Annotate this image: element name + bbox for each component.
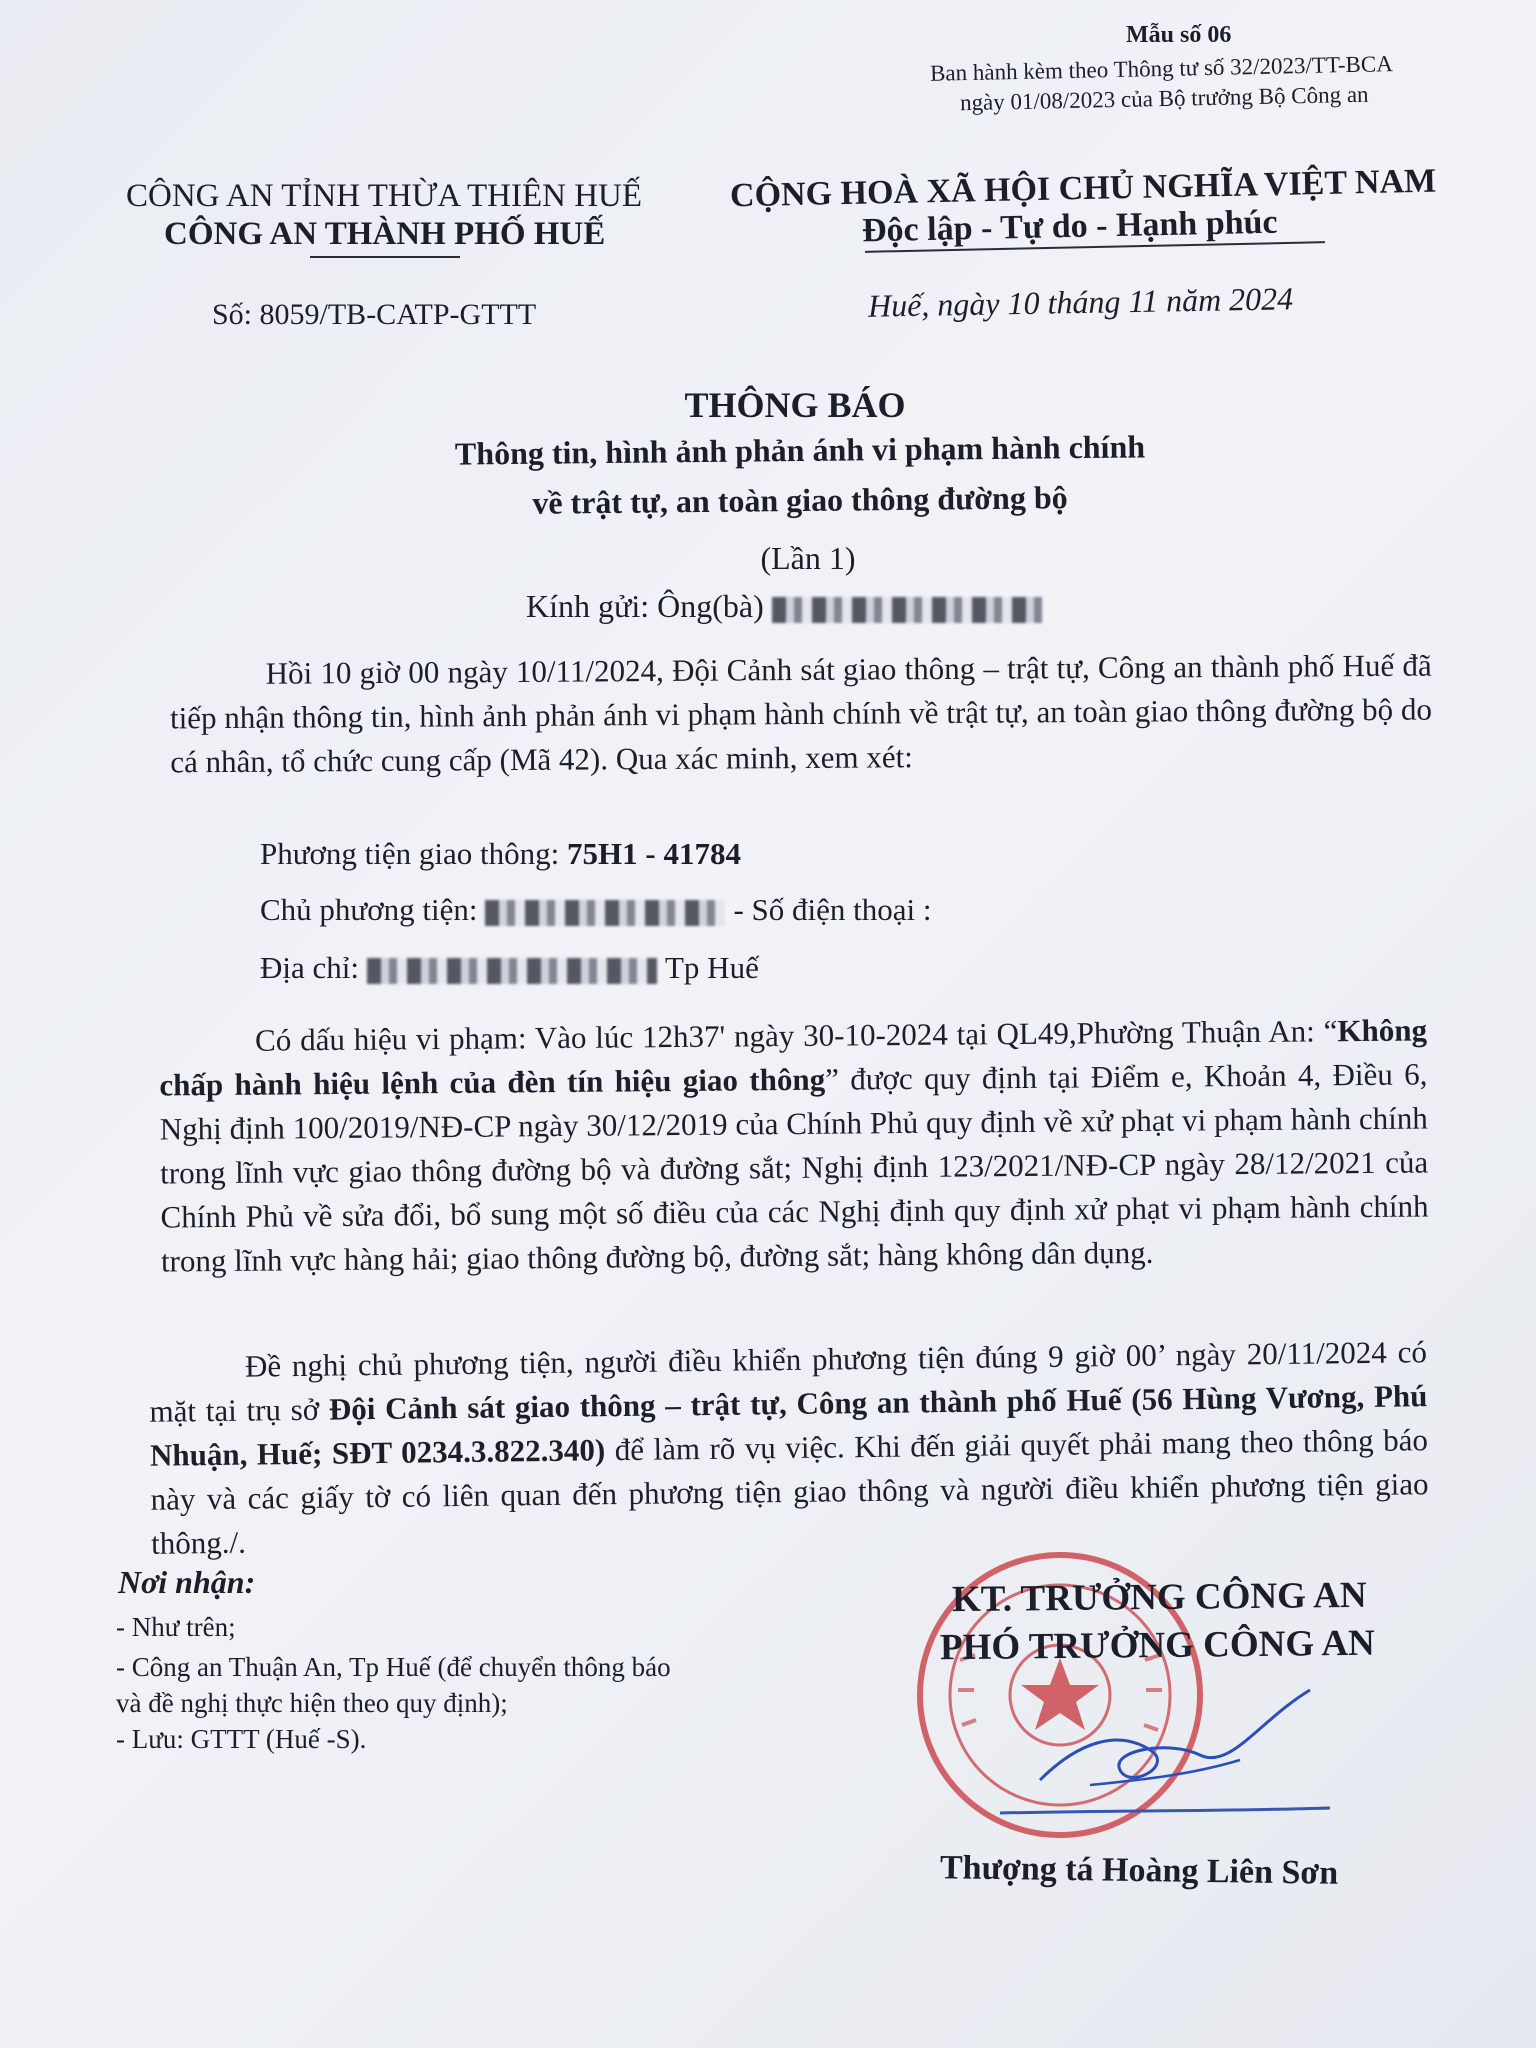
- national-motto: Độc lập - Tự do - Hạnh phúc: [861, 203, 1278, 250]
- address-city: Tp Huế: [665, 950, 759, 985]
- paragraph-violation: [159, 1008, 1429, 1283]
- signature-title-2: PHÓ TRƯỞNG CÔNG AN: [939, 1622, 1375, 1669]
- recipient-item: và đề nghị thực hiện theo quy định);: [116, 1688, 508, 1718]
- vehicle-plate: 75H1 - 41784: [567, 836, 741, 871]
- redacted-name: [772, 597, 1042, 623]
- vehicle-label: Phương tiện giao thông:: [260, 836, 568, 871]
- issued-with: Ban hành kèm theo Thông tư số 32/2023/TT-BCA: [929, 51, 1394, 86]
- salutation: [526, 588, 1050, 625]
- form-number: Mẫu số 06: [1126, 22, 1232, 48]
- place-date: Huế, ngày 10 tháng 11 năm 2024: [867, 280, 1294, 324]
- document-number: Số: 8059/TB-CATP-GTTT: [212, 298, 537, 331]
- phone-label: - Số điện thoại :: [733, 892, 932, 927]
- redacted-address: [367, 958, 657, 984]
- salutation-label: Kính gửi: Ông(bà): [526, 588, 764, 624]
- address-line: [260, 950, 759, 986]
- document-subtitle-1: Thông tin, hình ảnh phản ánh vi phạm hành chính: [454, 428, 1146, 472]
- paragraph-request: [149, 1330, 1430, 1566]
- signature-title-1: KT. TRƯỞNG CÔNG AN: [951, 1574, 1367, 1621]
- recipients-heading: Nơi nhận:: [118, 1564, 256, 1600]
- notice-round: (Lần 1): [760, 540, 856, 576]
- vehicle-line: [260, 836, 741, 872]
- document-subtitle-2: về trật tự, an toàn giao thông đường bộ: [532, 479, 1068, 521]
- violation-description: Không chấp hành hiệu lệnh của đèn tín hiệu giao thông: [159, 1012, 1428, 1103]
- national-title: CỘNG HOÀ XÃ HỘI CHỦ NGHĨA VIỆT NAM: [729, 162, 1437, 215]
- issued-date: ngày 01/08/2023 của Bộ trưởng Bộ Công an: [959, 81, 1369, 116]
- violation-intro: Có dấu hiệu vi phạm: Vào lúc 12h37' ngày 30-10-2024 tại QL49,Phường Thuận An: “: [254, 1013, 1338, 1058]
- request-intro: Đề nghị chủ phương tiện, người điều khiển phương tiện đúng 9 giờ 00’ ngày 20/11/2024 có mặt tại trụ sở: [149, 1334, 1428, 1429]
- request-details: để làm rõ vụ việc. Khi đến giải quyết phải mang theo thông báo này và các giấy tờ có liên quan đến phương tiện giao thông và người điều khiển phương tiện giao thông./.: [150, 1422, 1429, 1561]
- agency-name: CÔNG AN THÀNH PHỐ HUẾ: [164, 216, 606, 252]
- signer-name: Thượng tá Hoàng Liên Sơn: [939, 1849, 1339, 1892]
- address-label: Địa chỉ:: [260, 950, 359, 985]
- owner-label: Chủ phương tiện:: [260, 892, 478, 927]
- agency-parent: CÔNG AN TỈNH THỪA THIÊN HUẾ: [126, 178, 643, 214]
- recipient-item: - Lưu: GTTT (Huế -S).: [116, 1724, 367, 1754]
- owner-line: [260, 892, 932, 928]
- paragraph-intro: Hồi 10 giờ 00 ngày 10/11/2024, Đội Cảnh sát giao thông – trật tự, Công an thành phố Huế đã tiếp nhận thông tin, hình ảnh phản ánh vi phạm hành chính về trật tự, an toàn giao thông đường bộ do cá nhân, tổ chức cung cấp (Mã 42). Qua xác minh, xem xét:: [169, 647, 1433, 780]
- recipient-item: - Như trên;: [116, 1612, 236, 1642]
- office-address: Đội Cảnh sát giao thông – trật tự, Công an thành phố Huế (56 Hùng Vương, Phú Nhuận, Huế; SĐT 0234.3.822.340): [149, 1378, 1428, 1473]
- document-title: THÔNG BÁO: [684, 385, 906, 425]
- recipient-item: - Công an Thuận An, Tp Huế (để chuyển thông báo: [116, 1652, 671, 1682]
- violation-legal-basis: ” được quy định tại Điểm e, Khoản 4, Điều 6, Nghị định 100/2019/NĐ-CP ngày 30/12/2019 của Chính Phủ quy định về xử phạt vi phạm hành chính trong lĩnh vực giao thông đường bộ và đường sắt; Nghị định 123/2021/NĐ-CP ngày 28/12/2021 của Chính Phủ về sửa đổi, bổ sung một số điều của các Nghị định quy định xử phạt vi phạm hành chính trong lĩnh vực hàng hải; giao thông đường bộ, đường sắt; hàng không dân dụng.: [159, 1056, 1429, 1279]
- handwritten-signature: [1000, 1660, 1340, 1840]
- agency-underline: [310, 256, 460, 258]
- redacted-owner: [485, 900, 725, 926]
